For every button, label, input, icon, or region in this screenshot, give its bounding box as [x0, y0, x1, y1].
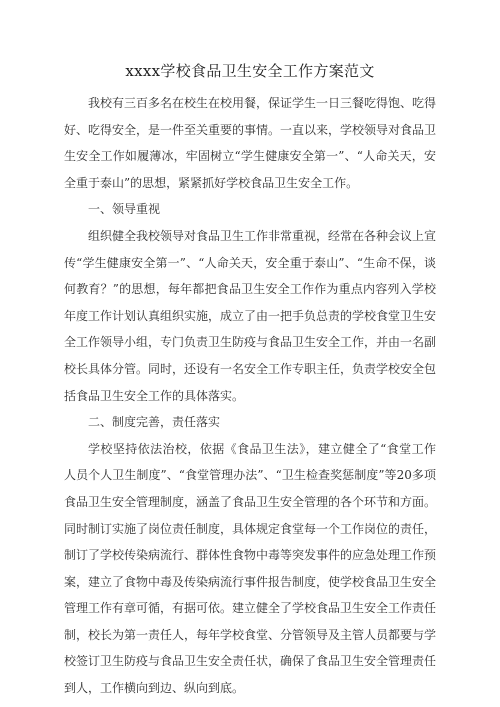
document-title: xxxx学校食品卫生安全工作方案范文: [125, 62, 375, 80]
section-heading-system: 二、制度完善，责任落实: [88, 415, 221, 430]
intro-paragraph: 我校有三百多名在校生在校用餐，保证学生一日三餐吃得饱、吃得好、吃得安全，是一件至关重要的事情。一直以来，学校领导对食品卫生安全工作如履薄冰，牢固树立“学生健康安全第一”、“人命关天，安全重于泰山”的思想，紧紧抓好学校食品卫生安全工作。: [64, 96, 437, 190]
section-heading-leadership: 一、领导重视: [88, 202, 161, 217]
section-body-leadership: 组织健全我校领导对食品卫生工作非常重视，经常在各种会议上宣传“学生健康安全第一”、“人命关天，安全重于泰山”、“生命不保，谈何教育？”的思想，每年都把食品卫生安全工作作为重点内容列入学校年度工作计划认真组织实施，成立了由一把手负总责的学校食堂卫生安全工作领导小组，专门负责卫生防疫与食品卫生安全工作，并由一名副校长具体分管。同时，还设有一名安全工作专职主任，负责学校安全包括食品卫生安全工作的具体落实。: [64, 228, 437, 403]
section-body-system: 学校坚持依法治校，依据《食品卫生法》，建立健全了“食堂工作人员个人卫生制度”、“食堂管理办法”、“卫生检查奖惩制度”等20多项食品卫生安全管理制度，涵盖了食品卫生安全管理的各个环节和方面。同时制订实施了岗位责任制度，具体规定食堂每一个工作岗位的责任，制订了学校传染病流行、群体性食物中毒等突发事件的应急处理工作预案，建立了食物中毒及传染病流行事件报告制度，使学校食品卫生安全管理工作有章可循，有据可依。建立健全了学校食品卫生安全工作责任制，校长为第一责任人，每年学校食堂、分管领导及主管人员都要与学校签订卫生防疫与食品卫生安全责任状，确保了食品卫生安全管理责任到人，工作横向到边、纵向到底。: [64, 441, 437, 696]
document-body: [64, 90, 436, 702]
